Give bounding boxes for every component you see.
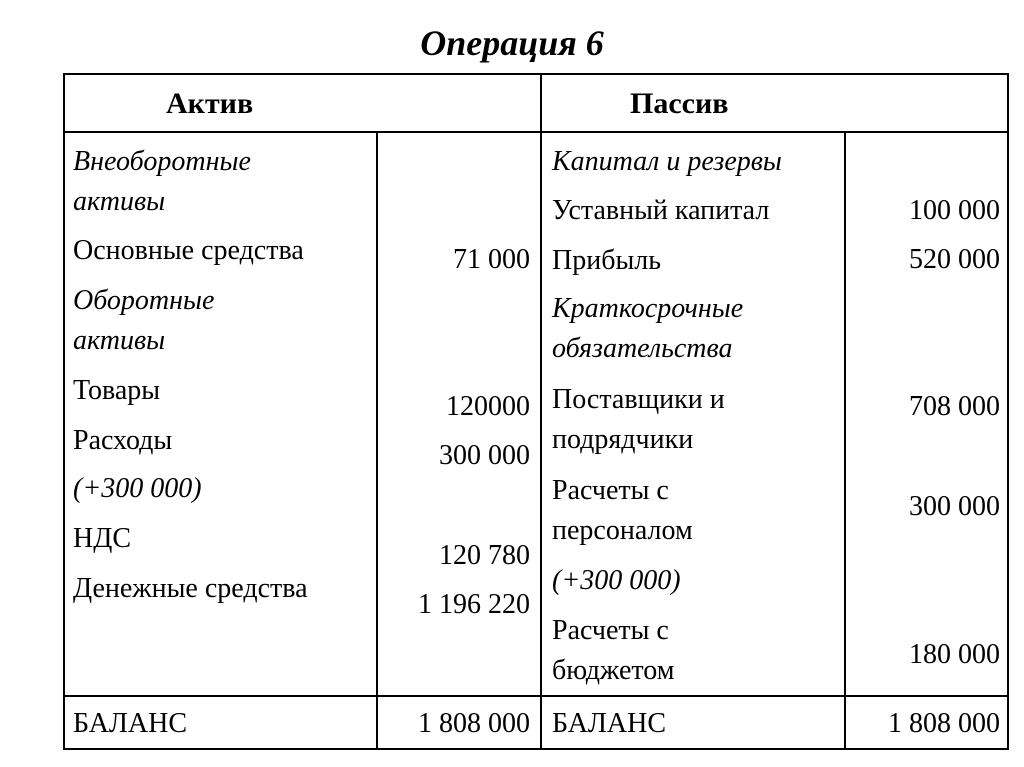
budget-value: 180 000 xyxy=(909,639,1000,670)
active-value-divider xyxy=(376,131,378,750)
budget-label-line2: бюджетом xyxy=(552,655,675,686)
current-assets-heading: Оборотные активы xyxy=(73,285,215,356)
capital-heading: Капитал и резервы xyxy=(552,146,782,177)
goods-label: Товары xyxy=(73,375,161,406)
center-divider xyxy=(540,73,542,750)
balance-divider xyxy=(63,695,1009,697)
vat-value: 120 780 xyxy=(439,540,530,571)
fixed-assets-value: 71 000 xyxy=(453,244,530,275)
budget-label-line1: Расчеты с xyxy=(552,615,669,646)
suppliers-value: 708 000 xyxy=(909,391,1000,422)
shortterm-heading: Краткосрочные обязательства xyxy=(552,293,744,364)
vat-label: НДС xyxy=(73,523,131,554)
expenses-value: 300 000 xyxy=(439,440,530,471)
suppliers-label-line1: Поставщики и xyxy=(552,384,725,415)
personnel-label-line1: Расчеты с xyxy=(552,475,669,506)
page-title: Операция 6 xyxy=(420,23,604,63)
cash-label: Денежные средства xyxy=(73,573,308,604)
header-passive: Пассив xyxy=(630,87,729,120)
passive-balance-label: БАЛАНС xyxy=(552,708,667,739)
cash-value: 1 196 220 xyxy=(418,589,530,620)
header-divider xyxy=(63,131,1009,133)
passive-value-divider xyxy=(844,131,846,750)
authorized-capital-value: 100 000 xyxy=(909,195,1000,226)
expenses-change: (+300 000) xyxy=(73,473,202,504)
goods-value: 120000 xyxy=(446,391,530,422)
profit-value: 520 000 xyxy=(909,244,1000,275)
profit-label: Прибыль xyxy=(552,245,662,276)
personnel-value: 300 000 xyxy=(909,491,1000,522)
header-active: Актив xyxy=(166,87,254,120)
personnel-label-line2: персоналом xyxy=(552,515,693,546)
noncurrent-assets-heading: Внеоборотные активы xyxy=(73,146,251,217)
personnel-change: (+300 000) xyxy=(552,565,681,596)
active-balance-value: 1 808 000 xyxy=(418,708,530,739)
active-balance-label: БАЛАНС xyxy=(73,708,188,739)
authorized-capital-label: Уставный капитал xyxy=(552,195,770,226)
suppliers-label-line2: подрядчики xyxy=(552,424,694,455)
fixed-assets-label: Основные средства xyxy=(73,235,304,266)
expenses-label: Расходы xyxy=(73,425,173,456)
passive-balance-value: 1 808 000 xyxy=(888,708,1000,739)
